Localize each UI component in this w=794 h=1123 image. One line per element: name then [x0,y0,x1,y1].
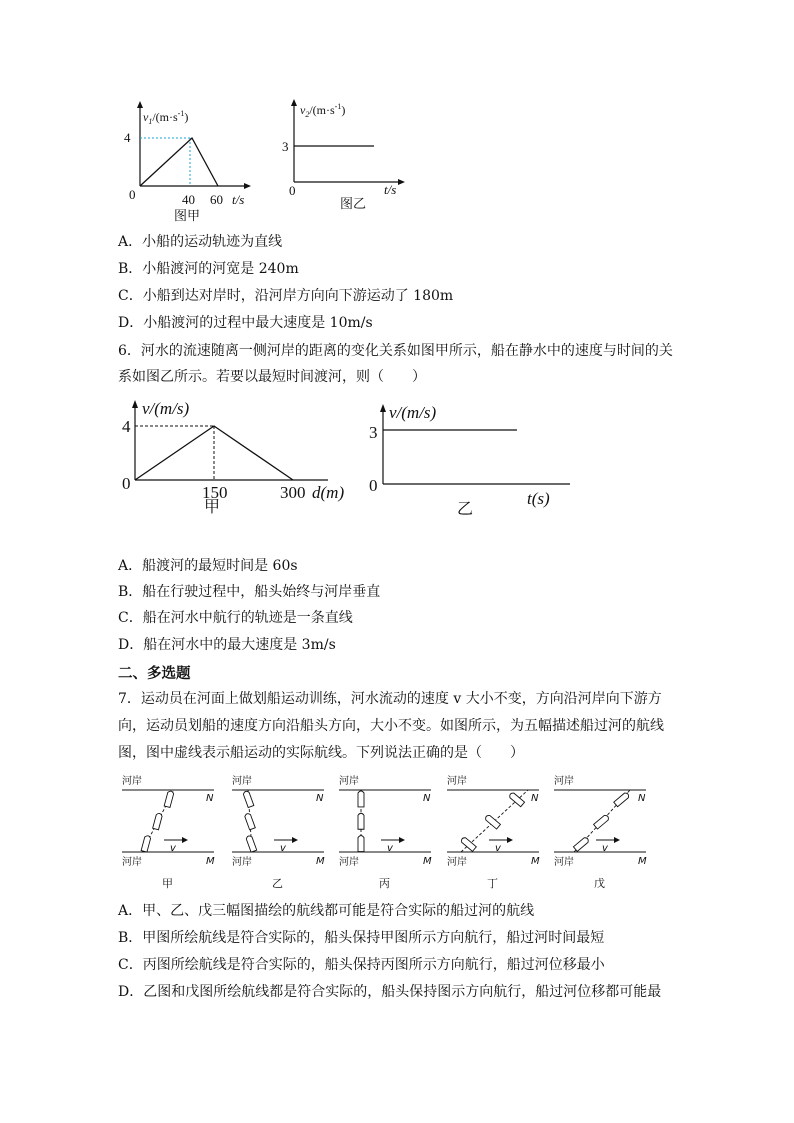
point-label-m: M [531,856,540,867]
q6-stem-line1: 6．河水的流速随离一侧河岸的距离的变化关系如图甲所示，船在静水中的速度与时间的关 [118,343,673,359]
current-arrow-head [614,837,620,843]
figure-caption: 乙 [457,501,474,518]
current-arrow-head [507,837,513,843]
boat-icon [614,792,630,807]
x-tick-label: 40 [182,192,195,207]
bank-label: 河岸 [232,857,252,868]
boat-icon [484,814,500,829]
y-tick-label: 4 [124,130,131,145]
q6-option-c: C．船在河水中航行的轨迹是一条直线 [118,610,353,626]
series-line [140,138,218,186]
y-tick-label: 3 [369,423,378,442]
figure-caption: 甲 [204,499,221,516]
x-axis-label: t/s [384,182,397,197]
panel-caption: 戊 [594,877,605,890]
boat-icon [358,791,364,807]
boat-icon [243,790,254,807]
bank-label: 河岸 [122,857,142,868]
current-label: v [602,843,608,854]
current-arrow-head [292,837,298,843]
point-label-n: N [638,793,646,804]
current-label: v [280,843,286,854]
graph-v-d [116,394,361,514]
y-axis-label: v/(m/s) [389,403,437,422]
boat-icon [358,813,364,829]
x-axis-label: t(s) [527,489,550,508]
boat-icon [573,836,589,851]
bank-label: 河岸 [339,857,359,868]
panel-caption: 丙 [379,877,390,890]
boat-icon [460,836,476,851]
y-axis-arrow [132,400,138,408]
graph-v1-t [118,98,268,223]
q5-option-a: A．小船的运动轨迹为直线 [118,234,283,250]
boat-icon [164,790,174,807]
boat-icon [508,792,524,807]
q7-stem-line3: 图，图中虚线表示船运动的实际航线。下列说法正确的是（ ） [118,745,524,761]
panel-caption: 丁 [487,877,498,890]
x-tick-label: 150 [202,483,228,502]
q7-stem-line1: 7．运动员在河面上做划船运动训练，河水流动的速度 v 大小不变，方向沿河岸向下游方 [118,691,662,707]
q6-option-b: B．船在行驶过程中，船头始终与河岸垂直 [118,584,381,600]
x-axis-label: d(m) [312,483,345,502]
section-title: 二、多选题 [118,665,191,682]
origin-label: 0 [289,183,296,198]
point-label-n: N [531,793,539,804]
point-label-m: M [638,856,647,867]
graph-v2-t [278,98,408,212]
graph-v-t [365,398,580,520]
point-label-n: N [423,793,431,804]
x-axis-label: t/s [232,192,245,207]
y-axis-label: $v_2/(m\cdot s^{-1})$ [300,102,346,119]
q6-stem-line2: 系如图乙所示。若要以最短时间渡河，则（ ） [118,369,426,385]
boat-icon [594,814,610,829]
y-axis-arrow [291,99,297,106]
q7-option-a: A．甲、乙、戊三幅图描绘的航线都可能是符合实际的船过河的航线 [118,903,535,919]
y-axis-label: v/(m/s) [142,399,190,418]
bank-label: 河岸 [554,776,574,787]
bank-label: 河岸 [447,776,467,787]
y-tick-label: 4 [122,417,131,436]
q6-option-a: A．船渡河的最短时间是 60s [118,558,298,574]
origin-label: 0 [122,474,131,493]
x-axis-arrow [244,183,251,189]
x-axis-arrow [398,179,405,185]
point-label-m: M [316,856,325,867]
y-axis-arrow [380,404,386,412]
q6-option-d: D．船在河水中的最大速度是 3m/s [118,637,336,653]
boat-icon [246,835,257,852]
bank-label: 河岸 [554,857,574,868]
q7-stem-line2: 向，运动员划船的速度方向沿船头方向，大小不变。如图所示，为五幅描述船过河的航线 [118,718,664,734]
q5-option-b: B．小船渡河的河宽是 240m [118,261,299,277]
current-label: v [495,843,501,854]
y-tick-label: 3 [282,139,289,154]
bank-label: 河岸 [339,776,359,787]
boat-icon [153,813,163,830]
bank-label: 河岸 [232,776,252,787]
point-label-m: M [206,856,215,867]
current-arrow-head [399,837,405,843]
x-tick-label: 300 [280,483,306,502]
point-label-n: N [206,793,214,804]
figure-caption: 图甲 [174,208,201,223]
bank-label: 河岸 [122,776,142,787]
origin-label: 0 [369,476,378,495]
boat-icon [244,813,255,830]
point-label-m: M [423,856,432,867]
q7-option-c: C．丙图所绘航线是符合实际的，船头保持丙图所示方向航行，船过河位移最小 [118,957,605,973]
y-axis-arrow [137,101,143,108]
panel-caption: 甲 [162,877,173,890]
origin-label: 0 [129,187,136,202]
point-label-n: N [316,793,324,804]
boat-icon [358,836,364,852]
crossing-figure [118,770,658,892]
q5-option-d: D．小船渡河的过程中最大速度是 10m/s [118,315,373,331]
q7-option-d: D．乙图和戊图所绘航线都是符合实际的，船头保持图示方向航行，船过河位移都可能最 [118,984,662,1000]
figure-caption: 图乙 [340,196,367,211]
q5-option-c: C．小船到达对岸时，沿河岸方向向下游运动了 180m [118,288,454,304]
q7-option-b: B．甲图所绘航线是符合实际的，船头保持甲图所示方向航行，船过河时间最短 [118,930,605,946]
current-label: v [170,843,176,854]
bank-label: 河岸 [447,857,467,868]
x-tick-label: 60 [210,192,223,207]
panel-caption: 乙 [272,877,283,890]
y-axis-label: $v_1/(m\cdot s^{-1})$ [143,109,189,126]
current-arrow-head [182,837,188,843]
current-label: v [387,843,393,854]
boat-icon [141,835,151,852]
